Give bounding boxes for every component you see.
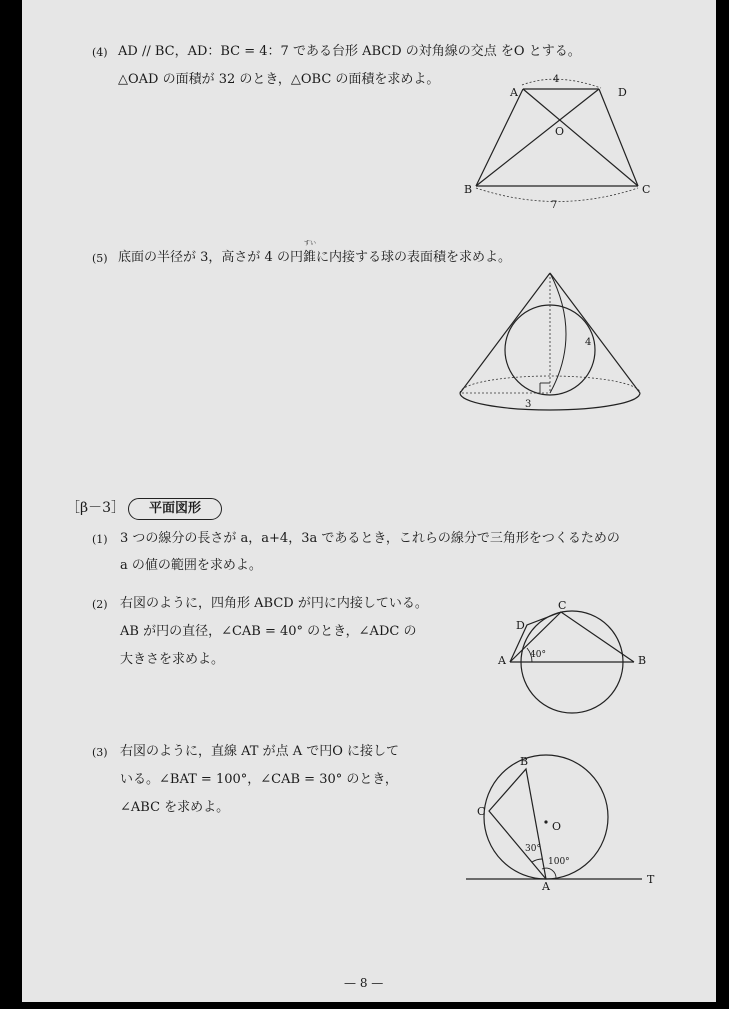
- p3-line1: 右図のように，直線 AT が点 A で円O に接して: [120, 744, 400, 759]
- p1-line2: a の値の範囲を求めよ。: [120, 558, 262, 573]
- ruby-sui: すい: [303, 240, 316, 247]
- circle-label-d: D: [516, 619, 525, 632]
- p2-line3: 大きさを求めよ。: [120, 652, 225, 667]
- tangent-label-b: B: [520, 755, 529, 768]
- p1-number: (1): [92, 533, 108, 546]
- tangent-label-o: O: [552, 820, 562, 833]
- page: [22, 0, 716, 1002]
- tangent-label-a: A: [542, 880, 550, 893]
- label-a: A: [510, 86, 518, 99]
- circle-label-a: A: [498, 654, 506, 667]
- length-bc: 7: [550, 200, 558, 211]
- angle-30-label: 30°: [525, 844, 541, 854]
- circle-label-c: C: [558, 599, 567, 612]
- label-o: O: [555, 125, 565, 138]
- page-number: — 8 —: [344, 976, 384, 990]
- q4-line1: AD // BC，AD：BC = 4：7 である台形 ABCD の対角線の交点 をO とする。: [118, 44, 581, 59]
- circle-label-b: B: [638, 654, 647, 667]
- cone-figure: [452, 265, 677, 425]
- p2-number: (2): [92, 598, 108, 611]
- q5-line1: 底面の半径が 3，高さが 4 の円 すい 錐に内接する球の表面積を求めよ。: [118, 240, 511, 265]
- cone-radius-label: 3: [525, 399, 532, 410]
- angle-100-label: 100°: [548, 857, 570, 867]
- q4-number: (4): [92, 46, 108, 59]
- angle-40-label: 40°: [530, 650, 546, 660]
- cone-height-label: 4: [585, 337, 592, 348]
- q4-line2: △OAD の面積が 32 のとき，△OBC の面積を求めよ。: [118, 72, 440, 87]
- label-c: C: [642, 183, 651, 196]
- p3-line2: いる。∠BAT = 100°，∠CAB = 30° のとき，: [120, 772, 398, 787]
- trapezoid-figure: [462, 70, 662, 215]
- p1-line1: 3 つの線分の長さが a，a+4，3a であるとき，これらの線分で三角形をつくるための: [120, 531, 620, 546]
- p3-line3: ∠ABC を求めよ。: [120, 800, 230, 815]
- q5-number: (5): [92, 252, 108, 265]
- p3-number: (3): [92, 746, 108, 759]
- label-b: B: [464, 183, 473, 196]
- tangent-label-t: T: [647, 873, 655, 886]
- p2-line1: 右図のように，四角形 ABCD が円に内接している。: [120, 596, 428, 611]
- length-ad: 4: [552, 74, 560, 85]
- tangent-label-c: C: [477, 805, 486, 818]
- section-title-badge: 平面図形: [128, 498, 222, 520]
- p2-line2: AB が円の直径，∠CAB = 40° のとき，∠ADC の: [120, 624, 417, 639]
- inscribed-quadrilateral-figure: [490, 596, 660, 721]
- tangent-circle-figure: [462, 750, 662, 900]
- label-d: D: [618, 86, 627, 99]
- section-label: ［β－3］: [66, 500, 126, 516]
